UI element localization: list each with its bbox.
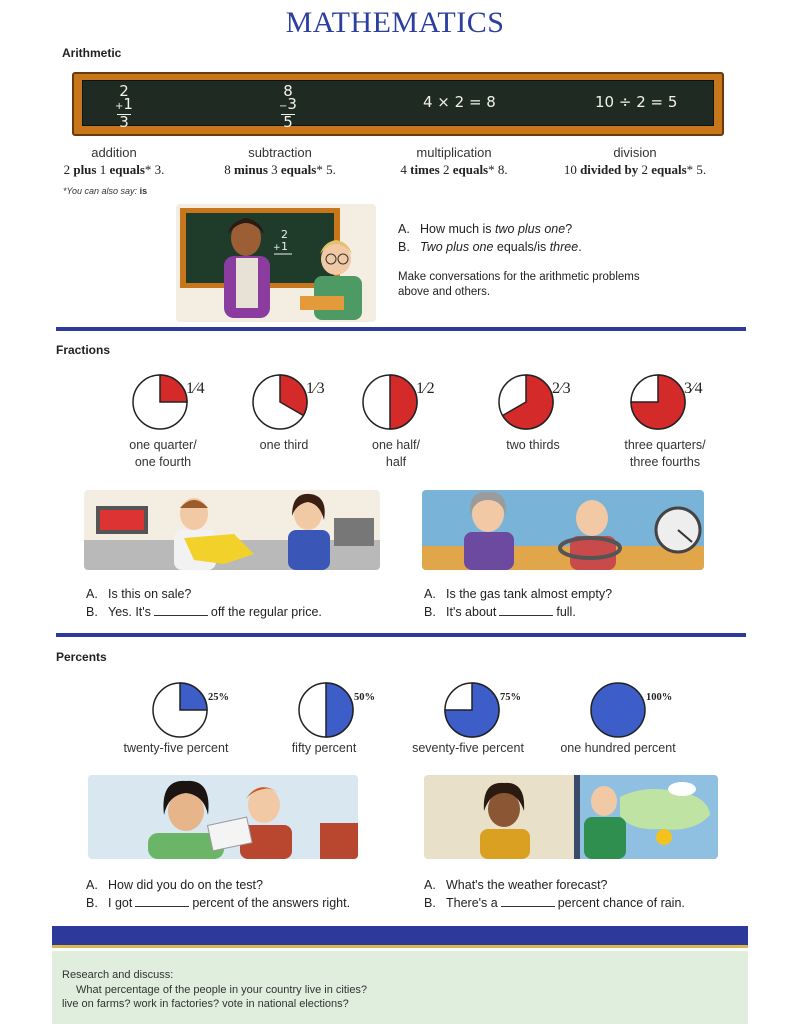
fraction-pie-graphic xyxy=(496,372,556,432)
fraction-symbol: 3⁄4 xyxy=(684,380,703,397)
percent-pie xyxy=(442,680,502,745)
chalk-multiplication: 4 × 2 = 8 xyxy=(423,93,496,111)
chalk-division: 10 ÷ 2 = 5 xyxy=(595,93,678,111)
chalk-subtraction-top: 8 xyxy=(283,82,293,100)
percent-dialog-test: A. How did you do on the test? B. I got percent of the answers right. xyxy=(86,878,351,910)
fraction-symbol: 1⁄4 xyxy=(186,380,205,397)
research-heading: Research and discuss: xyxy=(62,969,174,981)
percent-pie-graphic xyxy=(442,680,502,740)
svg-text:1: 1 xyxy=(281,240,288,253)
percent-pie-graphic-circle xyxy=(591,683,645,737)
chalk-addition-mid: 1 xyxy=(123,95,133,113)
answer-blank[interactable] xyxy=(154,605,208,616)
op-sentence-multiplication: 4 times 2 equals* 8. xyxy=(400,162,508,177)
fraction-pie xyxy=(130,372,190,437)
weather-illustration xyxy=(424,775,718,859)
percent-pie-graphic xyxy=(150,680,210,740)
footnote: *You can also say: is xyxy=(63,186,148,196)
percent-symbol: 100% xyxy=(646,692,673,703)
op-sentence-division: 10 divided by 2 equals* 5. xyxy=(563,162,707,177)
percent-caption: twenty-five percent xyxy=(123,741,229,755)
fraction-symbol: 2⁄3 xyxy=(552,380,571,397)
op-name-division: division xyxy=(613,145,657,160)
op-name-addition: addition xyxy=(91,145,137,160)
section-divider xyxy=(56,327,746,331)
percent-pie xyxy=(296,680,356,745)
chalk-addition xyxy=(109,82,139,131)
footer-band xyxy=(52,926,748,948)
fraction-pie xyxy=(360,372,420,437)
research-text xyxy=(62,968,367,1012)
chalk-addition-result: 3 xyxy=(119,113,129,131)
svg-text:+: + xyxy=(273,243,281,253)
fraction-pie xyxy=(628,372,688,437)
percent-pie-graphic-slice xyxy=(326,683,353,737)
percent-caption: seventy-five percent xyxy=(412,741,524,755)
fraction-pie-graphic xyxy=(628,372,688,432)
answer-blank[interactable] xyxy=(501,896,555,907)
percent-caption: one hundred percent xyxy=(560,741,676,755)
chalk-subtraction-result: 5 xyxy=(283,113,293,131)
car-illustration xyxy=(422,490,704,570)
fraction-caption: three quarters/ three fourths xyxy=(624,438,706,469)
percent-pie xyxy=(588,680,648,745)
fraction-pie-graphic-slice xyxy=(160,375,187,402)
chalk-subtraction-op: − xyxy=(279,101,288,112)
research-line-1: What percentage of the people in your country live in cities? xyxy=(76,983,368,996)
percent-dialog-weather: A. What's the weather forecast? B. There's a percent chance of rain. xyxy=(424,878,685,910)
fraction-dialog-gas: A. Is the gas tank almost empty? B. It's about full. xyxy=(424,587,613,619)
fraction-symbol: 1⁄2 xyxy=(416,380,435,397)
fraction-pie xyxy=(496,372,556,437)
percent-pie xyxy=(150,680,210,745)
fraction-caption: two thirds xyxy=(506,438,560,452)
fraction-pie-graphic-slice xyxy=(390,375,417,429)
op-sentence-addition: 2 plus 1 equals* 3. xyxy=(63,162,165,177)
percent-pie-graphic xyxy=(296,680,356,740)
section-heading-fractions: Fractions xyxy=(56,343,111,357)
chalk-subtraction-mid: 3 xyxy=(287,95,297,113)
percent-symbol: 25% xyxy=(208,692,229,703)
percent-symbol: 50% xyxy=(354,692,375,703)
fraction-pie-graphic xyxy=(130,372,190,432)
percent-pie-graphic xyxy=(588,680,648,740)
fraction-caption: one third xyxy=(259,438,309,452)
chalk-subtraction xyxy=(273,82,303,131)
svg-text:2: 2 xyxy=(281,228,288,241)
research-line-2: live on farms? work in factories? vote in national elections? xyxy=(62,998,349,1010)
arithmetic-dialog: A. How much is two plus one? B. Two plus one equals/is three. xyxy=(398,222,582,254)
fraction-pie xyxy=(250,372,310,437)
chalkboard xyxy=(72,72,724,136)
op-name-multiplication: multiplication xyxy=(416,145,492,160)
answer-blank[interactable] xyxy=(135,896,189,907)
percent-pie-graphic-slice xyxy=(180,683,207,710)
fraction-caption: one quarter/ one fourth xyxy=(129,438,197,469)
fraction-symbol: 1⁄3 xyxy=(306,380,325,397)
page-title: MATHEMATICS xyxy=(285,6,505,39)
section-heading-arithmetic: Arithmetic xyxy=(62,46,122,60)
percent-symbol: 75% xyxy=(500,692,521,703)
fraction-pie-graphic xyxy=(360,372,420,432)
fraction-pie-graphic xyxy=(250,372,310,432)
classroom-illustration xyxy=(176,204,376,322)
answer-blank[interactable] xyxy=(499,605,553,616)
test-illustration xyxy=(88,775,358,859)
section-divider xyxy=(56,633,746,637)
store-illustration xyxy=(84,490,380,570)
op-name-subtraction: subtraction xyxy=(248,145,312,160)
arithmetic-instruction: Make conversations for the arithmetic problems above and others. xyxy=(398,271,640,298)
fraction-dialog-sale: A. Is this on sale? B. Yes. It's off the regular price. xyxy=(86,587,322,619)
chalk-addition-top: 2 xyxy=(119,82,129,100)
percent-caption: fifty percent xyxy=(291,741,357,755)
chalk-addition-op: + xyxy=(115,101,124,112)
fraction-caption: one half/ half xyxy=(372,438,420,469)
op-sentence-subtraction: 8 minus 3 equals* 5. xyxy=(224,162,336,177)
section-heading-percents: Percents xyxy=(56,650,107,664)
